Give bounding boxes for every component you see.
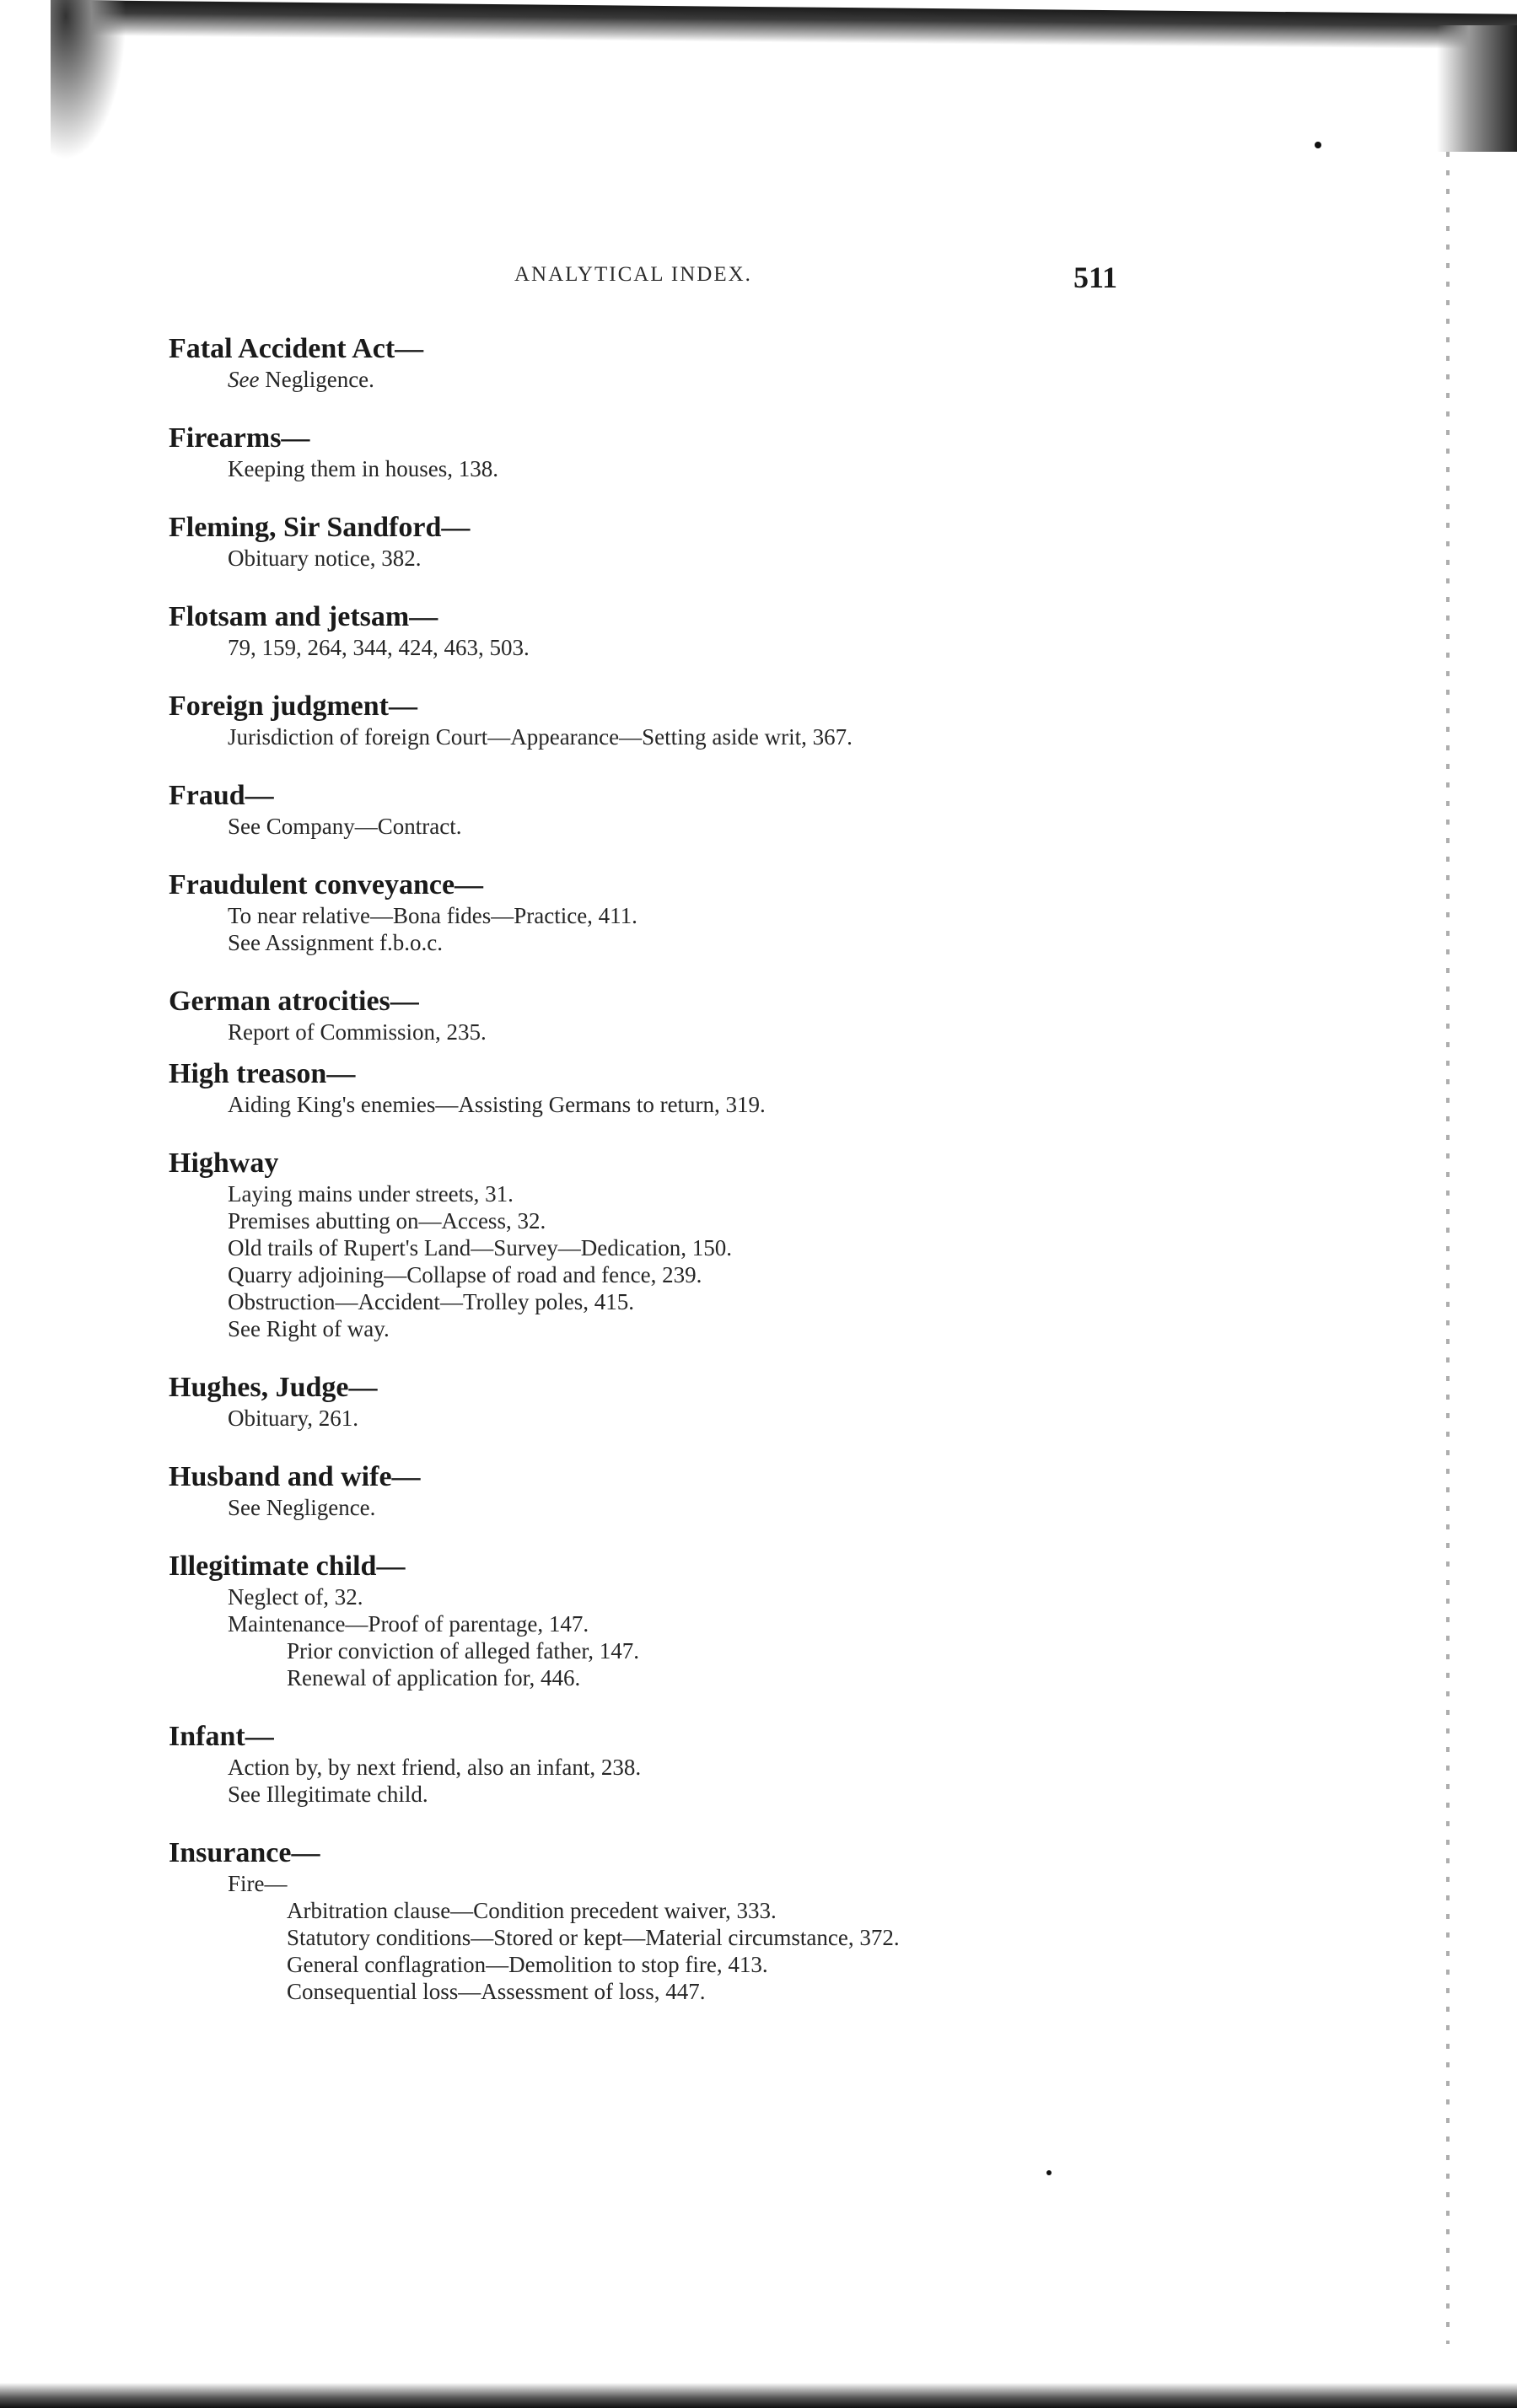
entry-line: Report of Commission, 235. bbox=[228, 1019, 487, 1045]
index-body bbox=[169, 332, 1349, 2005]
scan-shadow-corner bbox=[51, 0, 126, 160]
entry-line: Action by, by next friend, also an infant, 238. bbox=[228, 1755, 642, 1780]
entry-heading: Infant— bbox=[169, 1721, 274, 1752]
index-entry bbox=[169, 1371, 1349, 1432]
entry-heading: Foreign judgment— bbox=[169, 691, 417, 722]
page-number: 511 bbox=[1073, 261, 1118, 294]
entry-heading: Fraud— bbox=[169, 780, 274, 811]
index-entry bbox=[169, 985, 1349, 1045]
entry-heading: Husband and wife— bbox=[169, 1461, 421, 1492]
entry-heading: Fraudulent conveyance— bbox=[169, 869, 484, 900]
entry-subline: Renewal of application for, 446. bbox=[287, 1665, 581, 1690]
scan-shadow-top bbox=[51, 0, 1517, 50]
entry-subline: General conflagration—Demolition to stop fire, 413. bbox=[287, 1952, 768, 1977]
entry-line: Keeping them in houses, 138. bbox=[228, 456, 498, 481]
index-entry bbox=[169, 1836, 1349, 2005]
scan-shadow-bottom bbox=[0, 2383, 1517, 2408]
entry-line-text: Negligence. bbox=[265, 367, 374, 392]
see-reference: See bbox=[228, 367, 260, 392]
entry-line: Premises abutting on—Access, 32. bbox=[228, 1208, 546, 1234]
index-entry bbox=[169, 1147, 1349, 1342]
index-entry bbox=[169, 868, 1349, 956]
index-entry bbox=[169, 690, 1349, 750]
entry-line: Old trails of Rupert's Land—Survey—Dedication, 150. bbox=[228, 1235, 733, 1260]
entry-heading: High treason— bbox=[169, 1058, 356, 1089]
index-entry bbox=[169, 422, 1349, 482]
entry-heading: German atrocities— bbox=[169, 986, 419, 1017]
index-entry bbox=[169, 779, 1349, 840]
scan-shadow-right bbox=[1437, 25, 1517, 152]
entry-heading: Fatal Accident Act— bbox=[169, 333, 424, 364]
running-head: ANALYTICAL INDEX. bbox=[514, 263, 752, 286]
entry-line: To near relative—Bona fides—Practice, 411. bbox=[228, 903, 637, 928]
scan-edge-right bbox=[1446, 152, 1450, 2344]
index-entry bbox=[169, 1057, 1349, 1118]
entry-subline: Arbitration clause—Condition precedent waiver, 333. bbox=[287, 1898, 777, 1923]
entry-heading: Illegitimate child— bbox=[169, 1551, 406, 1582]
entry-heading: Fleming, Sir Sandford— bbox=[169, 512, 471, 543]
entry-heading: Hughes, Judge— bbox=[169, 1372, 378, 1403]
index-entry bbox=[169, 1460, 1349, 1521]
entry-subline: Prior conviction of alleged father, 147. bbox=[287, 1638, 640, 1664]
entry-heading: Insurance— bbox=[169, 1837, 320, 1868]
entry-line: See Illegitimate child. bbox=[228, 1782, 428, 1807]
entry-line: Neglect of, 32. bbox=[228, 1584, 363, 1610]
entry-line: See Right of way. bbox=[228, 1316, 390, 1341]
entry-line: Maintenance—Proof of parentage, 147. bbox=[228, 1611, 589, 1637]
speck-dot bbox=[1315, 142, 1321, 148]
entry-line bbox=[169, 366, 1349, 393]
speck-dot bbox=[1046, 2170, 1052, 2175]
entry-line: Fire— bbox=[228, 1871, 288, 1896]
entry-line: See Company—Contract. bbox=[228, 814, 462, 839]
index-entry bbox=[169, 511, 1349, 572]
entry-line: See Assignment f.b.o.c. bbox=[228, 930, 443, 955]
entry-line: Jurisdiction of foreign Court—Appearance—Setting aside writ, 367. bbox=[228, 724, 853, 750]
index-entry bbox=[169, 1720, 1349, 1808]
entry-line: See Negligence. bbox=[228, 1495, 376, 1520]
index-entry bbox=[169, 332, 1349, 393]
index-entry bbox=[169, 600, 1349, 661]
index-entry bbox=[169, 1550, 1349, 1691]
entry-line: Aiding King's enemies—Assisting Germans to return, 319. bbox=[228, 1092, 766, 1117]
entry-subline: Statutory conditions—Stored or kept—Material circumstance, 372. bbox=[287, 1925, 900, 1950]
entry-heading: Highway bbox=[169, 1148, 279, 1179]
entry-line: Obituary notice, 382. bbox=[228, 546, 422, 571]
entry-subline: Consequential loss—Assessment of loss, 447. bbox=[287, 1979, 706, 2004]
entry-heading: Flotsam and jetsam— bbox=[169, 601, 438, 632]
entry-line: Obstruction—Accident—Trolley poles, 415. bbox=[228, 1289, 634, 1314]
entry-line: Laying mains under streets, 31. bbox=[228, 1181, 514, 1207]
entry-line: 79, 159, 264, 344, 424, 463, 503. bbox=[228, 635, 530, 660]
entry-line: Quarry adjoining—Collapse of road and fence, 239. bbox=[228, 1262, 702, 1287]
entry-heading: Firearms— bbox=[169, 422, 310, 454]
entry-line: Obituary, 261. bbox=[228, 1406, 358, 1431]
